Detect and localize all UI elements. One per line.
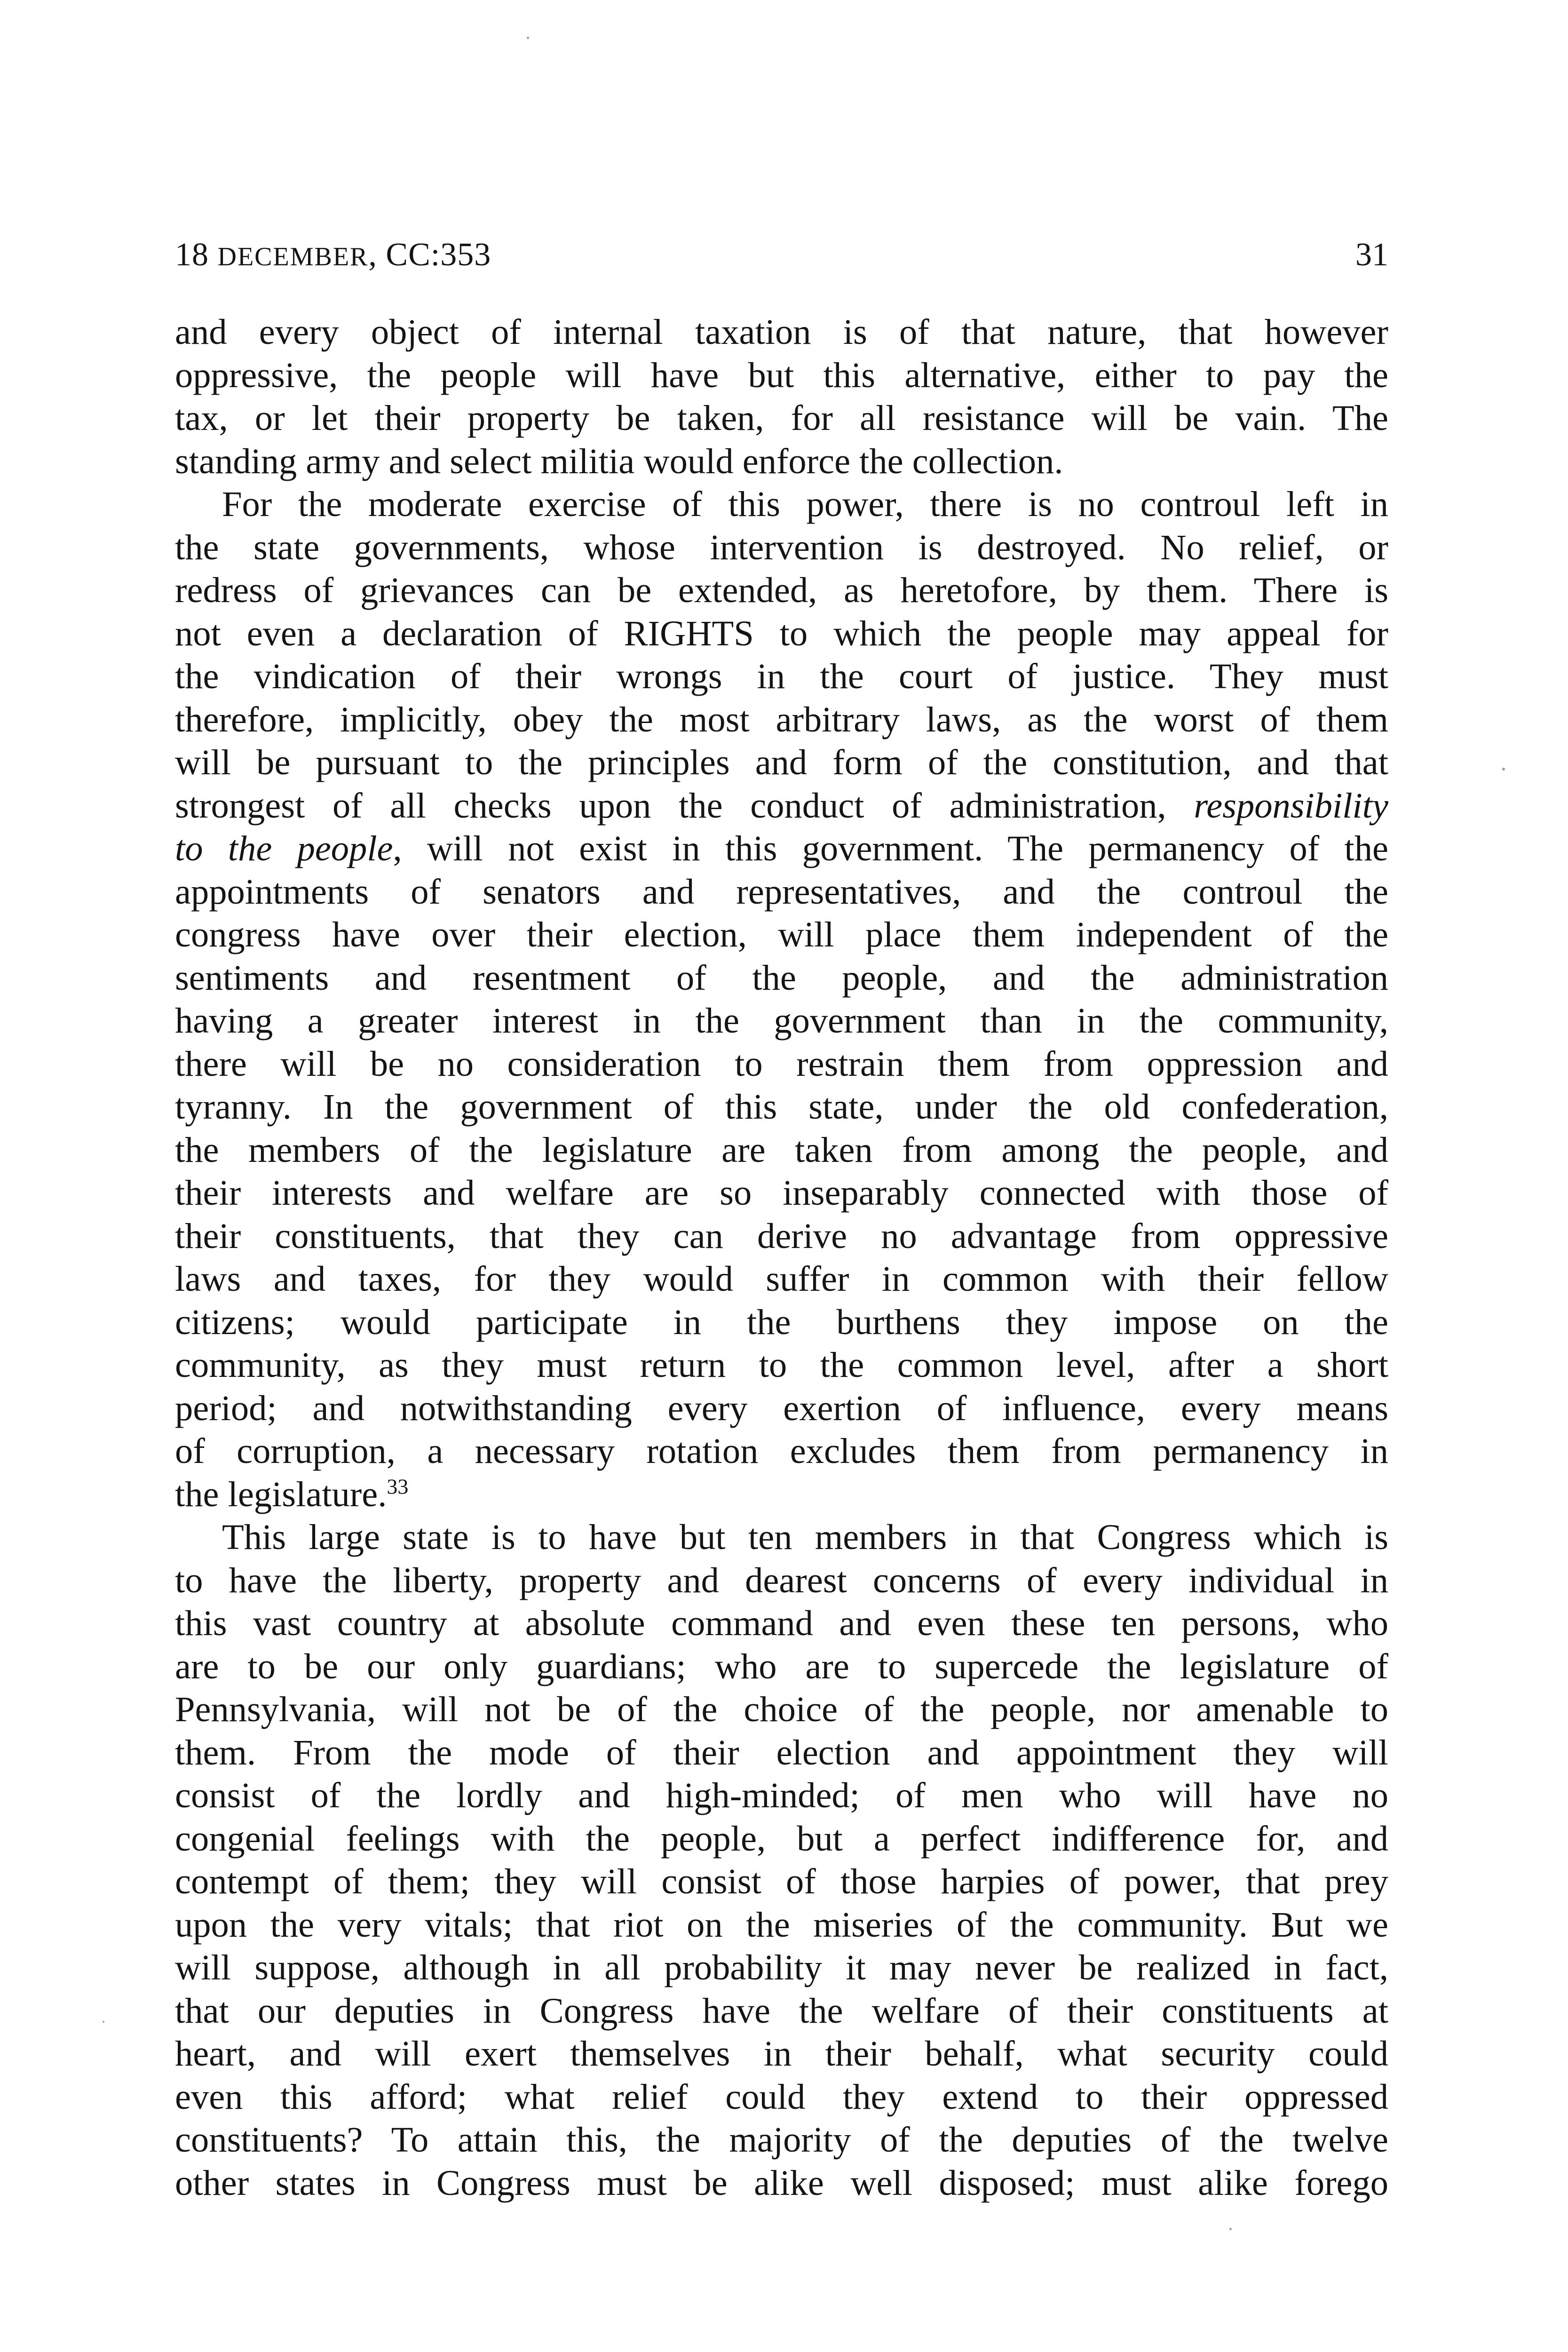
text-line: This large state is to have but ten members in that Congress which is — [222, 1517, 1388, 1557]
italic-phrase: responsibility — [1194, 785, 1388, 826]
text-line: will suppose, although in all probability it may never be realized in fact, — [175, 1947, 1388, 1987]
text-line — [175, 784, 1388, 827]
body-text — [175, 310, 1388, 2204]
text-line: not even a declaration of RIGHTS to which the people may appeal for — [175, 613, 1388, 653]
text-line: appointments of senators and representatives, and the controul the — [175, 871, 1388, 912]
text-line: that our deputies in Congress have the welfare of their constituents at — [175, 1990, 1388, 2031]
text-line: the state governments, whose intervention is destroyed. No relief, or — [175, 527, 1388, 567]
text-line: For the moderate exercise of this power, there is no controul left in — [222, 484, 1388, 524]
text-line: oppressive, the people will have but this alternative, either to pay the — [175, 355, 1388, 395]
text-line: the vindication of their wrongs in the court of justice. They must — [175, 656, 1388, 696]
text-line — [175, 827, 1388, 870]
text-line: will be pursuant to the principles and form of the constitution, and that — [175, 742, 1388, 782]
text-line: redress of grievances can be extended, as heretofore, by them. There is — [175, 570, 1388, 610]
text-line: therefore, implicitly, obey the most arbitrary laws, as the worst of them — [175, 699, 1388, 739]
text-line: their constituents, that they can derive no advantage from oppressive — [175, 1216, 1388, 1256]
page-number: 31 — [1355, 237, 1388, 273]
text-line: even this afford; what relief could they extend to their oppressed — [175, 2076, 1388, 2117]
text-line: contempt of them; they will consist of those harpies of power, that prey — [175, 1861, 1388, 1901]
running-head-month: DECEMBER — [217, 242, 369, 271]
text-line: to have the liberty, property and dearest concerns of every individual in — [175, 1560, 1388, 1600]
text-line: sentiments and resentment of the people, and the administration — [175, 957, 1388, 998]
text-line: congress have over their election, will place them independent of the — [175, 914, 1388, 954]
running-head-left — [175, 232, 491, 279]
text-line — [175, 1473, 1388, 1516]
text-span: strongest of all checks upon the conduct of administration, — [175, 785, 1194, 826]
text-line: tax, or let their property be taken, for all resistance will be vain. The — [175, 398, 1388, 438]
text-line: tyranny. In the government of this state, under the old confederation, — [175, 1087, 1388, 1127]
running-head-day: 18 — [175, 237, 209, 273]
text-line: are to be our only guardians; who are to supercede the legislature of — [175, 1646, 1388, 1686]
text-line: citizens; would participate in the burthens they impose on the — [175, 1302, 1388, 1342]
text-line: having a greater interest in the government than in the community, — [175, 1001, 1388, 1041]
text-line: upon the very vitals; that riot on the miseries of the community. But we — [175, 1904, 1388, 1945]
italic-phrase: to the people — [175, 828, 393, 868]
text-line: them. From the mode of their election and appointment they will — [175, 1732, 1388, 1772]
text-line: heart, and will exert themselves in their behalf, what security could — [175, 2034, 1388, 2074]
text-line: congenial feelings with the people, but a perfect indifference for, and — [175, 1818, 1388, 1859]
text-line: Pennsylvania, will not be of the choice of the people, nor amenable to — [175, 1689, 1388, 1729]
running-head — [175, 232, 1388, 284]
text-line: of corruption, a necessary rotation excludes them from permanency in — [175, 1431, 1388, 1471]
text-line: this vast country at absolute command and even these ten persons, who — [175, 1603, 1388, 1643]
text-span: the legislature. — [175, 1474, 387, 1514]
text-line: there will be no consideration to restrain them from oppression and — [175, 1043, 1388, 1084]
text-line: consist of the lordly and high-minded; of men who will have no — [175, 1775, 1388, 1815]
text-span: , will not exist in this government. The permanency of the — [393, 828, 1388, 868]
text-line: the members of the legislature are taken from among the people, and — [175, 1129, 1388, 1170]
text-line: laws and taxes, for they would suffer in common with their fellow — [175, 1259, 1388, 1299]
text-line: period; and notwithstanding every exertion of influence, every means — [175, 1388, 1388, 1428]
running-head-document-ref: , CC:353 — [368, 237, 491, 273]
text-line: their interests and welfare are so inseparably connected with those of — [175, 1173, 1388, 1213]
footnote-reference[interactable]: 33 — [387, 1474, 409, 1498]
text-line: constituents? To attain this, the majority of the deputies of the twelve — [175, 2120, 1388, 2160]
text-line: community, as they must return to the common level, after a short — [175, 1345, 1388, 1385]
text-line: and every object of internal taxation is of that nature, that however — [175, 312, 1388, 352]
text-line: standing army and select militia would enforce the collection. — [175, 441, 1063, 481]
text-line: other states in Congress must be alike well disposed; must alike forego — [175, 2162, 1388, 2203]
